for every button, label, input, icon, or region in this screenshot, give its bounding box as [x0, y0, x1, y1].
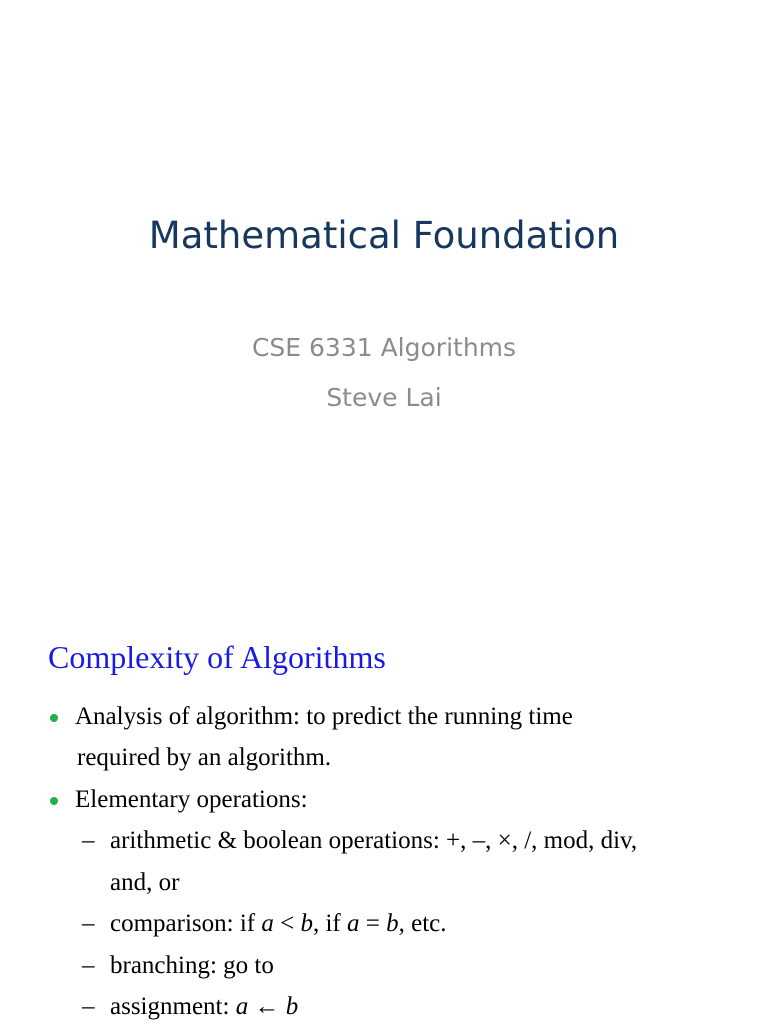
bullet-dot-icon — [50, 797, 58, 805]
sub-bullet-dash-icon: – — [82, 910, 95, 937]
sub-bullet-1-line-1: arithmetic & boolean operations: +, –, ×, /, mod, div, — [110, 827, 638, 854]
course-subtitle: CSE 6331 Algorithms — [251, 333, 517, 362]
sub-bullet-dash-icon: – — [82, 993, 95, 1020]
bullet-2: Elementary operations: — [75, 786, 308, 813]
content-slide — [0, 576, 768, 1024]
slide-heading: Complexity of Algorithms — [48, 639, 386, 675]
bullet-list — [0, 576, 768, 1024]
bullet-dot-icon — [50, 714, 58, 722]
sub-bullet-dash-icon: – — [82, 952, 95, 979]
sub-bullet-3: branching: go to — [110, 952, 274, 979]
sub-bullet-dash-icon: – — [82, 827, 95, 854]
author-subtitle: Steve Lai — [326, 383, 442, 412]
slide-title: Mathematical Foundation — [148, 214, 620, 257]
bullet-1-line-1: Analysis of algorithm: to predict the running time — [75, 703, 573, 730]
sub-bullet-4: assignment: a ← b — [110, 993, 299, 1020]
sub-bullet-1-line-2: and, or — [110, 869, 180, 896]
sub-bullet-2: comparison: if a < b, if a = b, etc. — [110, 910, 447, 937]
bullet-1-line-2: required by an algorithm. — [77, 744, 332, 771]
